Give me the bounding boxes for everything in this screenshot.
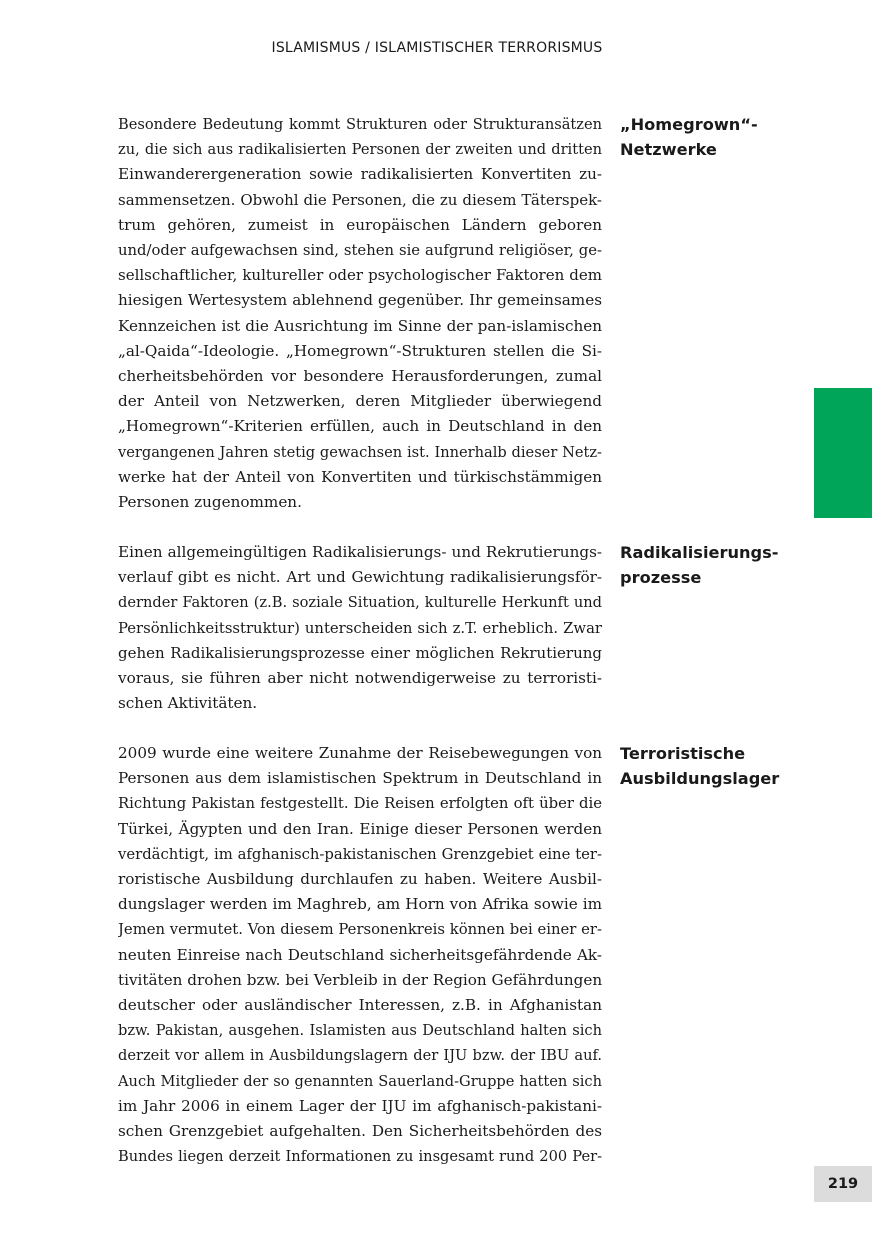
text-line: „Homegrown“-Kriterien erfüllen, auch in Deutschland in den (118, 417, 602, 436)
margin-heading-homegrown (620, 112, 820, 162)
text-line: neuten Einreise nach Deutschland sicherheitsgefährdende Ak- (118, 945, 602, 964)
paragraph-text (118, 112, 602, 515)
margin-heading-line: Ausbildungslager (620, 769, 780, 789)
text-line: sammensetzen. Obwohl die Personen, die zu diesem Täterspek- (118, 190, 602, 209)
paragraph-radikalisierung (118, 540, 602, 716)
paragraph-text (118, 540, 602, 716)
text-line: dernder Faktoren (z.B. soziale Situation, kulturelle Herkunft und (118, 594, 602, 612)
margin-heading-line: „Homegrown“- (620, 115, 758, 134)
text-line: Türkei, Ägypten und den Iran. Einige dieser Personen werden (118, 819, 602, 838)
text-line: 2009 wurde eine weitere Zunahme der Reisebewegungen von (118, 744, 602, 762)
text-line: Personen aus dem islamistischen Spektrum in Deutschland in (118, 769, 602, 788)
text-line: Persönlichkeitsstruktur) unterscheiden sich z.T. erheblich. Zwar (118, 619, 602, 637)
chapter-tab (814, 388, 872, 518)
running-head: ISLAMISMUS / ISLAMISTISCHER TERRORISMUS (271, 40, 603, 56)
text-line: Richtung Pakistan festgestellt. Die Reisen erfolgten oft über die (118, 795, 602, 813)
text-line: sellschaftlicher, kultureller oder psychologischer Faktoren dem (118, 266, 602, 285)
text-line: werke hat der Anteil von Konvertiten und türkischstämmigen (118, 467, 602, 486)
text-line: verlauf gibt es nicht. Art und Gewichtung radikalisierungsför- (118, 568, 602, 587)
text-line: tivitäten drohen bzw. bei Verbleib in der Region Gefährdungen (118, 970, 602, 989)
text-line: Einwanderergeneration sowie radikalisierten Konvertiten zu- (118, 165, 602, 184)
text-line: Kennzeichen ist die Ausrichtung im Sinne der pan-islamischen (118, 316, 602, 335)
text-line: Besondere Bedeutung kommt Strukturen oder Strukturansätzen (118, 116, 602, 133)
text-line: Einen allgemeingültigen Radikalisierungs- und Rekrutierungs- (118, 543, 602, 561)
margin-heading-ausbildungslager (620, 741, 820, 791)
text-line: bzw. Pakistan, ausgehen. Islamisten aus Deutschland halten sich (118, 1022, 602, 1040)
text-line: derzeit vor allem in Ausbildungslagern der IJU bzw. der IBU auf. (118, 1047, 602, 1065)
text-line: deutscher oder ausländischer Interessen, z.B. in Afghanistan (118, 996, 602, 1015)
text-line: gehen Radikalisierungsprozesse einer möglichen Rekrutierung (118, 643, 602, 662)
text-line: hiesigen Wertesystem ablehnend gegenüber. Ihr gemeinsames (118, 291, 602, 310)
margin-heading-radikalisierung (620, 540, 820, 590)
text-line: dungslager werden im Maghreb, am Horn von Afrika sowie im (118, 895, 602, 914)
text-line: und/oder aufgewachsen sind, stehen sie aufgrund religiöser, ge- (118, 242, 602, 260)
text-line: schen Grenzgebiet aufgehalten. Den Sicherheitsbehörden des (118, 1122, 602, 1141)
text-line: Auch Mitglieder der so genannten Sauerland-Gruppe hatten sich (118, 1072, 602, 1090)
paragraph-text (118, 741, 602, 1169)
text-line: Bundes liegen derzeit Informationen zu insgesamt rund 200 Per- (118, 1148, 602, 1166)
text-line: vergangenen Jahren stetig gewachsen ist. Innerhalb dieser Netz- (118, 443, 602, 461)
margin-heading-line: Terroristische (620, 744, 746, 763)
text-line: Jemen vermutet. Von diesem Personenkreis können bei einer er- (118, 921, 602, 939)
text-line: roristische Ausbildung durchlaufen zu haben. Weitere Ausbil- (118, 870, 602, 889)
text-line: cherheitsbehörden vor besondere Herausforderungen, zumal (118, 367, 602, 386)
page-number: 219 (814, 1166, 872, 1202)
text-line: zu, die sich aus radikalisierten Personen der zweiten und dritten (118, 141, 602, 159)
text-line: voraus, sie führen aber nicht notwendigerweise zu terroristi- (118, 669, 602, 688)
margin-heading-line: prozesse (620, 568, 702, 588)
paragraph-ausbildungslager (118, 741, 602, 1169)
text-line: der Anteil von Netzwerken, deren Mitglieder überwiegend (118, 392, 602, 411)
margin-heading-line: Netzwerke (620, 140, 717, 160)
text-line: schen Aktivitäten. (118, 694, 258, 713)
text-line: Personen zugenommen. (118, 493, 302, 512)
text-line: im Jahr 2006 in einem Lager der IJU im afghanisch-pakistani- (118, 1096, 602, 1115)
paragraph-homegrown (118, 112, 602, 515)
text-line: verdächtigt, im afghanisch-pakistanischen Grenzgebiet eine ter- (118, 845, 602, 863)
margin-heading-line: Radikalisierungs- (620, 543, 779, 562)
text-line: trum gehören, zumeist in europäischen Ländern geboren (118, 215, 602, 234)
text-line: „al-Qaida“-Ideologie. „Homegrown“-Strukturen stellen die Si- (118, 341, 602, 360)
